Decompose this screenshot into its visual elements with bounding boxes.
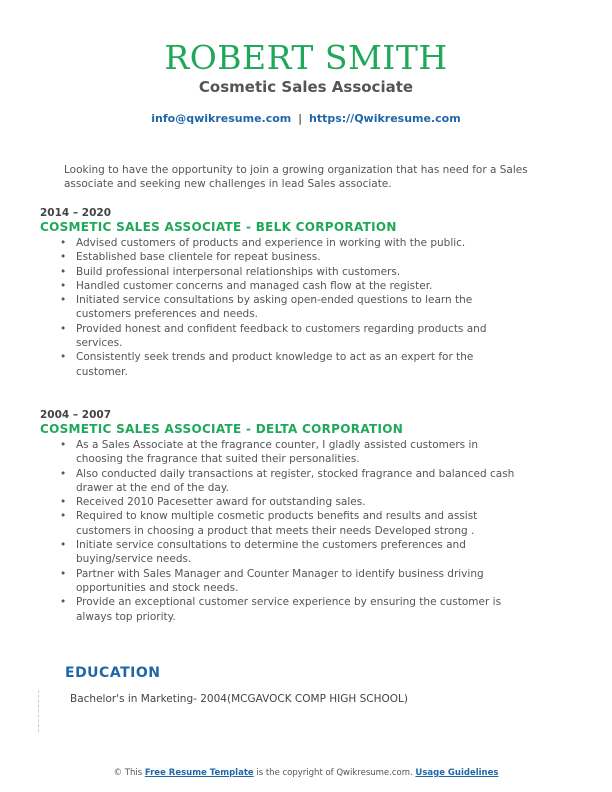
- bullet-icon: •: [60, 510, 67, 523]
- list-item: • Provide an exceptional customer service experience by ensuring the customer is always top priority.: [60, 596, 502, 623]
- email-link[interactable]: info@qwikresume.com: [151, 112, 292, 125]
- list-item: • Initiate service consultations to determine the customers preferences and buying/service needs.: [60, 539, 466, 566]
- contact-separator: |: [298, 112, 303, 125]
- education-entry: Bachelor's in Marketing- 2004(MCGAVOCK COMP HIGH SCHOOL): [70, 693, 408, 705]
- education-divider: [38, 690, 39, 732]
- list-item: • Partner with Sales Manager and Counter Manager to identify business driving opportunities and stock needs.: [60, 567, 484, 594]
- summary-text: Looking to have the opportunity to join a growing organization that has need for a Sales associate and seeking new challenges in lead Sales associate.: [64, 164, 528, 190]
- job-role: COSMETIC SALES ASSOCIATE - DELTA CORPORATION: [40, 422, 404, 436]
- bullet-icon: •: [60, 279, 67, 292]
- website-link[interactable]: https://Qwikresume.com: [308, 112, 461, 125]
- job-bullets: [40, 236, 540, 379]
- bullet-icon: •: [60, 251, 67, 264]
- list-item: • As a Sales Associate at the fragrance counter, I gladly assisted customers in choosing the fragrance that suited their personalities.: [60, 439, 479, 466]
- footer: [0, 768, 612, 778]
- experience-entry: [40, 207, 540, 379]
- usage-guidelines-link[interactable]: Usage Guidelines: [415, 768, 499, 778]
- candidate-name: ROBERT SMITH: [164, 38, 448, 77]
- job-bullets: [40, 438, 540, 624]
- bullet-icon: •: [60, 467, 67, 480]
- bullet-icon: •: [60, 496, 67, 509]
- list-item: • Required to know multiple cosmetic products benefits and results and assist customers in choosing a product that meets their needs Developed strong .: [60, 510, 478, 537]
- education-heading: EDUCATION: [65, 665, 161, 681]
- experience-entry: [40, 409, 540, 624]
- footer-copyright: is the copyright of Qwikresume.com.: [256, 768, 413, 778]
- job-dates: 2014 – 2020: [40, 207, 112, 219]
- candidate-title: Cosmetic Sales Associate: [198, 78, 414, 96]
- list-item: • Build professional interpersonal relationships with customers.: [60, 265, 401, 278]
- bullet-icon: •: [60, 439, 67, 451]
- contact-line: [0, 112, 612, 125]
- list-item: • Established base clientele for repeat business.: [60, 251, 321, 264]
- list-item: • Received 2010 Pacesetter award for outstanding sales.: [60, 496, 366, 509]
- footer-prefix: © This: [113, 768, 143, 778]
- job-dates: 2004 – 2007: [40, 409, 112, 421]
- bullet-icon: •: [60, 294, 67, 307]
- bullet-icon: •: [60, 351, 67, 364]
- bullet-icon: •: [60, 539, 67, 552]
- list-item: • Also conducted daily transactions at register, stocked fragrance and balanced cash drawer at the end of the day.: [60, 467, 515, 494]
- bullet-icon: •: [60, 322, 67, 335]
- job-role: COSMETIC SALES ASSOCIATE - BELK CORPORATION: [40, 220, 397, 234]
- list-item: • Provided honest and confident feedback to customers regarding products and services.: [60, 322, 487, 350]
- list-item: • Initiated service consultations by asking open-ended questions to learn the customers preferences and needs.: [60, 294, 473, 321]
- free-resume-template-link[interactable]: Free Resume Template: [144, 768, 254, 778]
- list-item: • Handled customer concerns and managed cash flow at the register.: [60, 279, 433, 292]
- list-item: • Consistently seek trends and product knowledge to act as an expert for the customer.: [60, 351, 474, 378]
- bullet-icon: •: [60, 567, 67, 580]
- bullet-icon: •: [60, 265, 67, 278]
- bullet-icon: •: [60, 596, 67, 609]
- bullet-icon: •: [60, 237, 67, 249]
- list-item: • Advised customers of products and experience in working with the public.: [60, 237, 466, 249]
